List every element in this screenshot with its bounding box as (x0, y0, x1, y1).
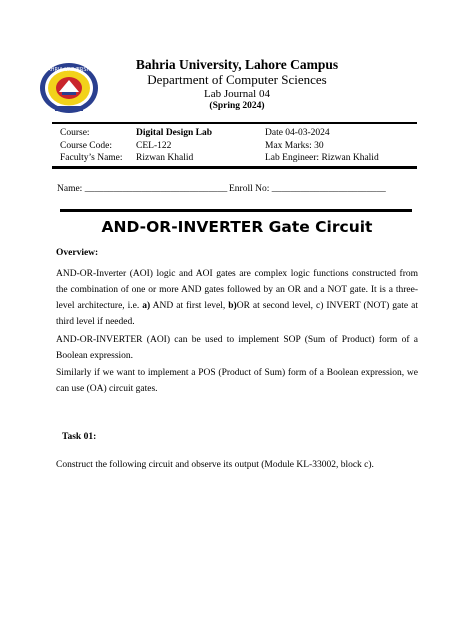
p1-text-c: OR at second level, c) INVERT (NOT) gate at third level if needed. (56, 301, 418, 327)
course-values (136, 127, 212, 165)
info-bottom-rule (52, 166, 417, 169)
semester: (Spring 2024) (209, 101, 265, 111)
enroll-field: Enroll No: ________________________ (229, 184, 386, 194)
course-value: Digital Design Lab (136, 128, 213, 138)
svg-text:BAHRIA UNIVERSITY: BAHRIA UNIVERSITY (43, 67, 95, 73)
name-field: Name: ______________________________ (57, 184, 228, 194)
overview-paragraph-3: Similarly if we want to implement a POS (Product of Sum) form of a Boolean expression, we can use (OA) circuit gates. (56, 368, 418, 394)
course-labels (60, 127, 123, 165)
p1-marker-b: b) (228, 301, 237, 311)
journal-number: Lab Journal 04 (204, 88, 270, 100)
faculty-value: Rizwan Khalid (136, 153, 194, 163)
overview-paragraph-1 (56, 266, 418, 330)
department-name: Department of Computer Sciences (147, 72, 327, 87)
task-description: Construct the following circuit and observe its output (Module KL-33002, block c). (56, 460, 374, 470)
university-name: Bahria University, Lahore Campus (135, 57, 339, 72)
title-rule (60, 209, 412, 212)
overview-heading: Overview: (56, 248, 99, 258)
p1-text-b: AND at first level, (150, 301, 229, 311)
p1-text-a: AND-OR-Inverter (AOI) logic and AOI gates are complex logic functions constructed from the combination of one or more AND gates followed by an OR and a NOT gate. It is a three-level architecture, i.e. (56, 269, 418, 311)
info-top-rule (52, 122, 417, 124)
course-code-value: CEL-122 (136, 140, 172, 151)
faculty-label: Faculty’s Name: (60, 153, 123, 163)
course-code-label: Course Code: (60, 140, 112, 151)
overview-paragraph-2: AND-OR-INVERTER (AOI) can be used to implement SOP (Sum of Product) form of a Boolean expression. (56, 335, 418, 361)
page-title: AND-OR-INVERTER Gate Circuit (101, 218, 373, 236)
p1-marker-a: a) (142, 301, 151, 311)
course-label: Course: (60, 128, 90, 138)
lab-date: Date 04-03-2024 (265, 128, 330, 138)
lab-engineer: Lab Engineer: Rizwan Khalid (265, 153, 379, 163)
task-heading: Task 01: (62, 432, 97, 442)
course-meta (265, 127, 379, 165)
max-marks: Max Marks: 30 (265, 140, 324, 151)
